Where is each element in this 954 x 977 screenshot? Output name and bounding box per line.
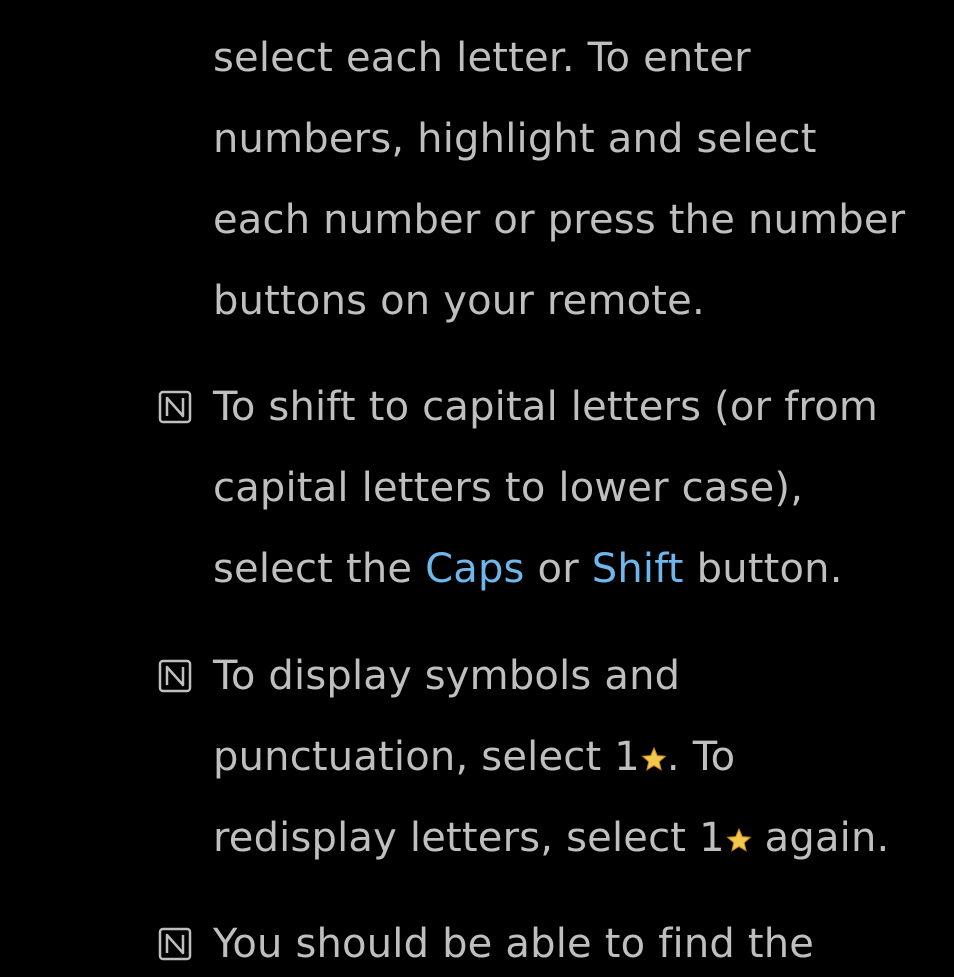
note1-line-3-or: or — [524, 546, 592, 592]
note2-line-3 — [213, 814, 889, 862]
paragraph-line-2: numbers, highlight and select — [213, 116, 817, 162]
note1-line-3 — [213, 545, 843, 593]
paragraph-line-3: each number or press the number — [213, 197, 906, 243]
star-icon — [726, 827, 752, 853]
note2-line-2-pre: punctuation, select 1 — [213, 734, 640, 780]
note1-line-3-post: button. — [683, 546, 843, 592]
note1-line-3-pre: select the — [213, 546, 426, 592]
note2-line-1: To display symbols and — [213, 653, 681, 699]
note-icon — [158, 659, 192, 693]
note2-line-3-pre: redisplay letters, select 1 — [213, 815, 725, 861]
note3-line-1: You should be able to find the — [213, 921, 815, 967]
paragraph-line-1: select each letter. To enter — [213, 35, 751, 81]
note2-line-3-post: again. — [751, 815, 890, 861]
note-icon — [158, 390, 192, 424]
note1-line-2: capital letters to lower case), — [213, 465, 804, 511]
note1-line-1: To shift to capital letters (or from — [213, 384, 879, 430]
shift-button-label: Shift — [591, 546, 684, 592]
note2-line-2-post: . To — [666, 734, 736, 780]
note-icon — [158, 927, 192, 961]
caps-button-label: Caps — [425, 546, 525, 592]
note2-line-2 — [213, 733, 735, 781]
paragraph-line-4: buttons on your remote. — [213, 278, 705, 324]
star-icon — [641, 746, 667, 772]
